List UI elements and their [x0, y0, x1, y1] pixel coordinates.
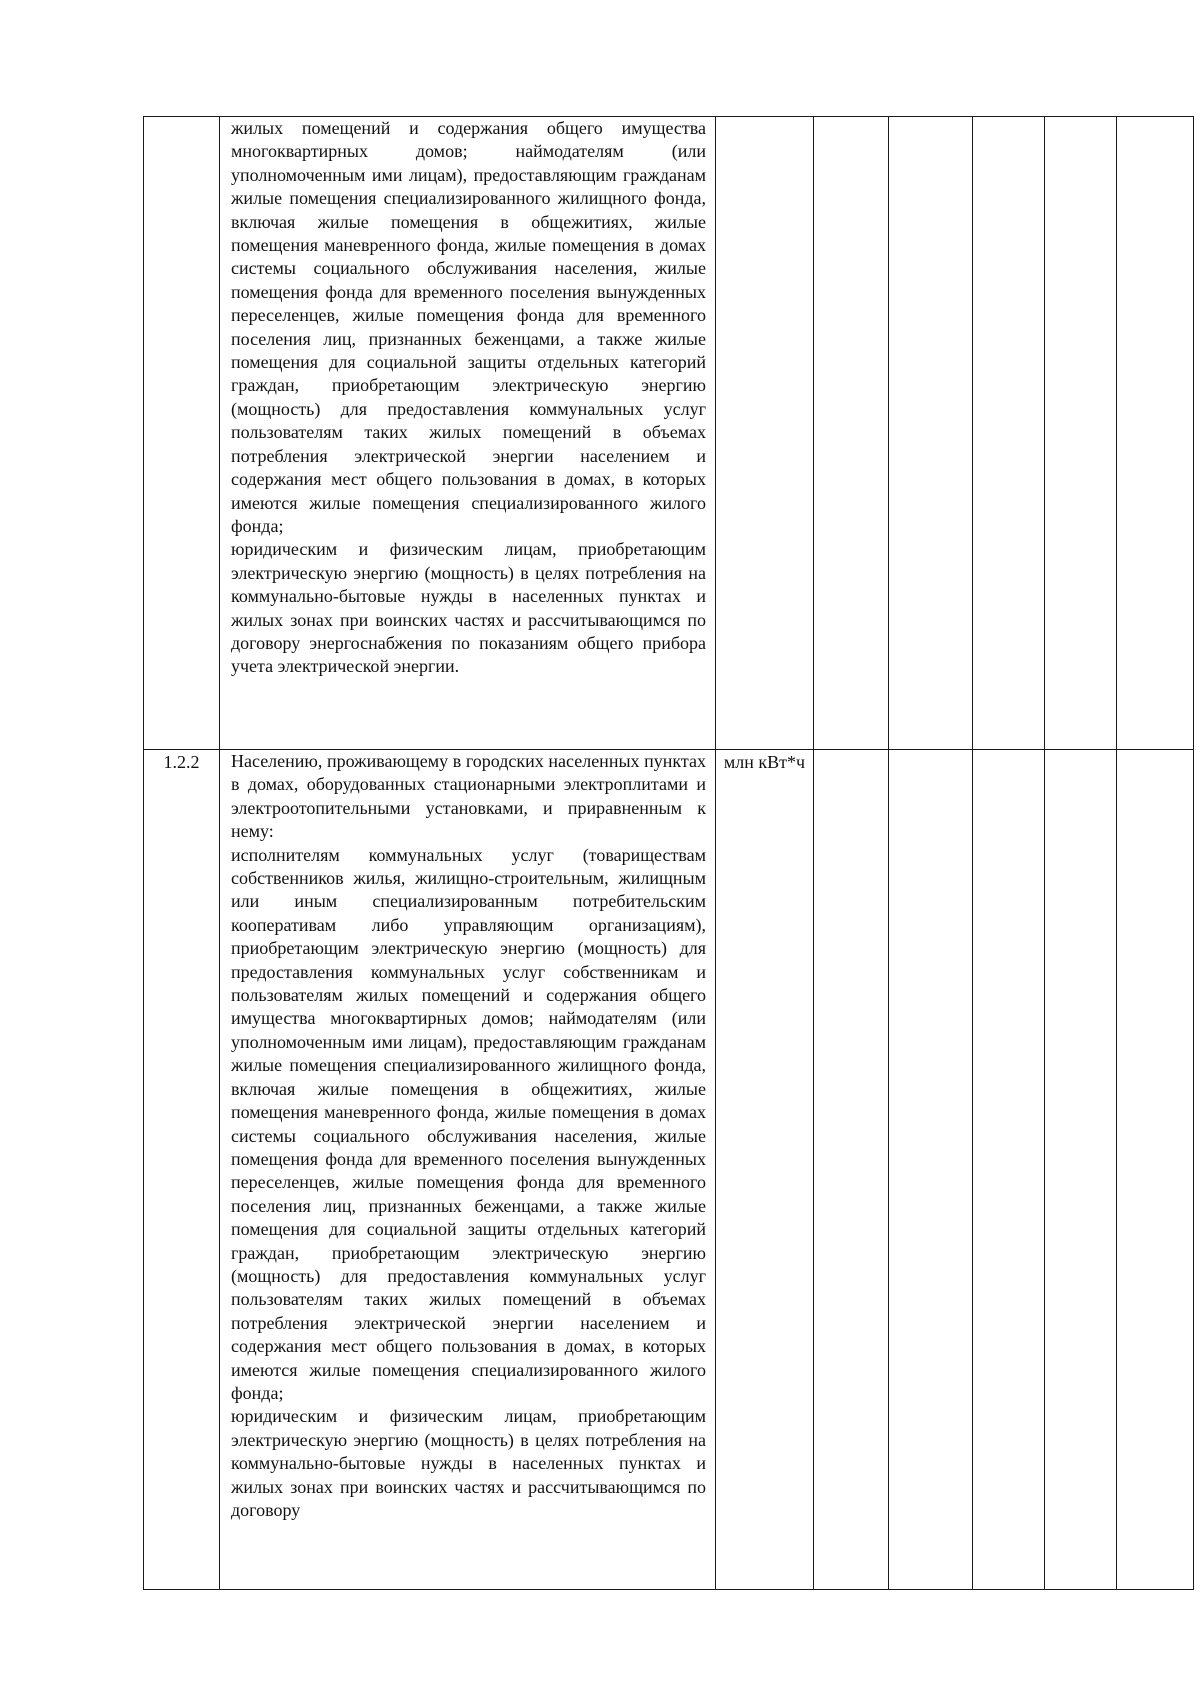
- category-paragraph: юридическим и физическим лицам, приобретающим электрическую энергию (мощность) в целях потребления на коммунально-бытовые нужды в населенных пунктах и жилых зонах при воинских частях и рассчитывающимся по договору: [231, 1406, 706, 1520]
- value-cell: [1045, 750, 1117, 1590]
- value-cell: [1045, 117, 1117, 750]
- table-row: [144, 750, 1194, 1590]
- category-paragraph: Населению, проживающему в городских населенных пунктах в домах, оборудованных стационарными электроплитами и электроотопительными установками, и приравненным к нему:: [231, 751, 706, 842]
- value-cell: [973, 117, 1045, 750]
- table-row: [144, 117, 1194, 750]
- unit-cell: [716, 117, 814, 750]
- value-cell: [1117, 750, 1194, 1590]
- tariff-volume-table: [143, 116, 1194, 1590]
- value-cell: [814, 750, 889, 1590]
- value-cell: [889, 117, 973, 750]
- value-cell: [889, 750, 973, 1590]
- consumer-category-cell: [220, 117, 716, 750]
- value-cell: [1117, 117, 1194, 750]
- category-paragraph: исполнителям коммунальных услуг (товариществам собственников жилья, жилищно-строительным, жилищным или иным специализированным потребительским кооперативам либо управляющим организациям), приобретающим электрическую энергию (мощность) для предоставления коммунальных услуг собственникам и пользователям жилых помещений и содержания общего имущества многоквартирных домов; наймодателям (или уполномоченным ими лицам), предоставляющим гражданам жилые помещения специализированного жилищного фонда, включая жилые помещения в общежитиях, жилые помещения маневренного фонда, жилые помещения в домах системы социального обслуживания населения, жилые помещения фонда для временного поселения вынужденных переселенцев, жилые помещения фонда для временного поселения лиц, признанных беженцами, а также жилые помещения для социальной защиты отдельных категорий граждан, приобретающим электрическую энергию (мощность) для предоставления коммунальных услуг пользователям таких жилых помещений в объемах потребления электрической энергии населением и содержания мест общего пользования в домах, в которых имеются жилые помещения специализированного жилого фонда;: [231, 844, 706, 1403]
- value-cell: [973, 750, 1045, 1590]
- category-paragraph: жилых помещений и содержания общего имущества многоквартирных домов; наймодателям (или уполномоченным ими лицам), предоставляющим гражданам жилые помещения специализированного жилищного фонда, включая жилые помещения в общежитиях, жилые помещения маневренного фонда, жилые помещения в домах системы социального обслуживания населения, жилые помещения фонда для временного поселения вынужденных переселенцев, жилые помещения фонда для временного поселения лиц, признанных беженцами, а также жилые помещения для социальной защиты отдельных категорий граждан, приобретающим электрическую энергию (мощность) для предоставления коммунальных услуг пользователям таких жилых помещений в объемах потребления электрической энергии населением и содержания мест общего пользования в домах, в которых имеются жилые помещения специализированного жилого фонда;: [231, 118, 706, 536]
- consumer-category-cell: [220, 750, 716, 1590]
- row-number-cell: 1.2.2: [144, 750, 220, 1590]
- row-number-cell: [144, 117, 220, 750]
- category-paragraph: юридическим и физическим лицам, приобретающим электрическую энергию (мощность) в целях потребления на коммунально-бытовые нужды в населенных пунктах и жилых зонах при воинских частях и рассчитывающимся по договору энергоснабжения по показаниям общего прибора учета электрической энергии.: [231, 539, 706, 677]
- value-cell: [814, 117, 889, 750]
- unit-cell: млн кВт*ч: [716, 750, 814, 1590]
